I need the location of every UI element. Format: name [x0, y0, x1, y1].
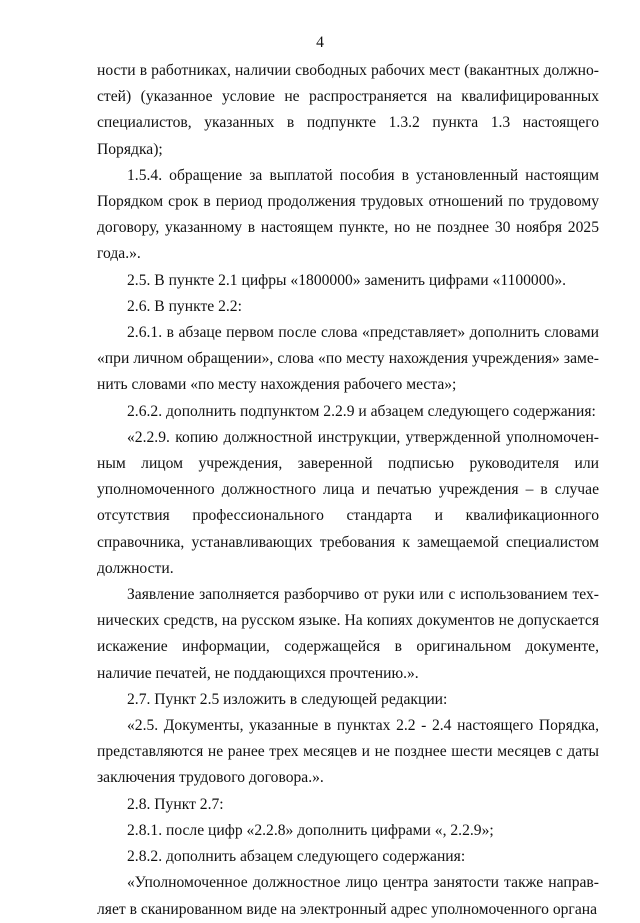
paragraph-2-6-1: 2.6.1. в абзаце первом после слова «представляет» дополнить словами «при личном обращении», слова «по месту нахождения учреждения» заменить словами «по месту нахождения рабочего места»; — [97, 324, 599, 394]
paragraph-2-5: 2.5. В пункте 2.1 цифры «1800000» заменить цифрами «1100000». — [127, 271, 567, 289]
document-body — [97, 58, 599, 923]
paragraph-authorized-person-quote: «Уполномоченное должностное лицо центра занятости также направляет в сканированном виде на электронный адрес уполномоченного органа — [97, 874, 599, 918]
paragraph-2-6: 2.6. В пункте 2.2: — [127, 297, 242, 315]
paragraph-2-8: 2.8. Пункт 2.7: — [127, 795, 224, 813]
paragraph-continuation: ности в работниках, наличии свободных рабочих мест (вакантных должностей) (указанное условие не распространяется на квалифицированных специалистов, указанных в подпункте 1.3.2 пункта 1.3 настоящего Порядка); — [97, 62, 599, 158]
paragraph-1-5-4: 1.5.4. обращение за выплатой пособия в установленный настоящим Порядком срок в период продолжения трудовых отношений по трудовому договору, указанному в настоящем пункте, но не позднее 30 ноября 2025 года.». — [97, 166, 599, 263]
paragraph-application-note: Заявление заполняется разборчиво от руки или с использованием технических средств, на русском языке. На копиях документов не допускается искажение информации, содержащейся в оригинальном документе, наличие печатей, не поддающихся прочтению.». — [97, 586, 599, 682]
paragraph-2-8-2: 2.8.2. дополнить абзацем следующего содержания: — [127, 848, 466, 866]
paragraph-2-2-9-quote: «2.2.9. копию должностной инструкции, утвержденной уполномоченным лицом учреждения, заверенной подписью руководителя или уполномоченного должностного лица и печатью учреждения – в случае отсутствия профессионального стандарта и квалификационного справочника, устанавливающих требования к замещаемой специалистом должности. — [97, 428, 599, 577]
page-number: 4 — [316, 34, 324, 51]
paragraph-2-5-quote: «2.5. Документы, указанные в пунктах 2.2 - 2.4 настоящего Порядка, представляются не ранее трех месяцев и не позднее шести месяцев с даты заключения трудового договора.». — [97, 717, 599, 787]
paragraph-2-6-2: 2.6.2. дополнить подпунктом 2.2.9 и абзацем следующего содержания: — [127, 402, 596, 420]
paragraph-2-7: 2.7. Пункт 2.5 изложить в следующей редакции: — [127, 690, 448, 708]
paragraph-2-8-1: 2.8.1. после цифр «2.2.8» дополнить цифрами «, 2.2.9»; — [127, 821, 494, 839]
